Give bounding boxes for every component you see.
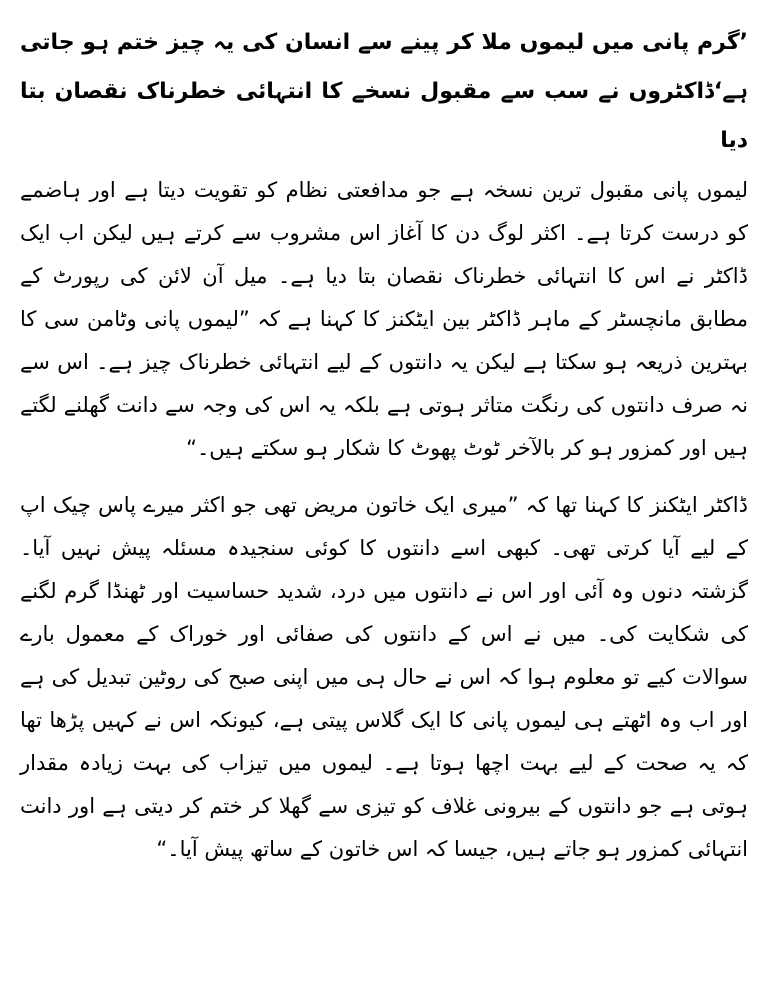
article-headline: ’گرم پانی میں لیموں ملا کر پینے سے انسان کی یہ چیز ختم ہو جاتی ہے‘ڈاکٹروں نے سب سے مقبول نسخے کا انتہائی خطرناک نقصان بتا دیا <box>20 30 748 153</box>
article <box>20 18 748 871</box>
article-paragraph-1: لیموں پانی مقبول ترین نسخہ ہے جو مدافعتی نظام کو تقویت دیتا ہے اور ہاضمے کو درست کرتا ہے۔ اکثر لوگ دن کا آغاز اس مشروب سے کرتے ہیں لیکن اب ایک ڈاکٹر نے اس کا انتہائی خطرناک نقصان بتا دیا ہے۔ میل آن لائن کی رپورٹ کے مطابق مانچسٹر کے ماہر ڈاکٹر بین ایٹکنز کا کہنا ہے کہ ”لیموں پانی وٹامن سی کا بہترین ذریعہ ہو سکتا ہے لیکن یہ دانتوں کے لیے انتہائی خطرناک چیز ہے۔ اس سے نہ صرف دانتوں کی رنگت متاثر ہوتی ہے بلکہ یہ اس کی وجہ سے دانت گھلنے لگتے ہیں اور کمزور ہو کر بالآخر ٹوٹ پھوٹ کا شکار ہو سکتے ہیں۔“ <box>20 178 748 460</box>
article-paragraph-2: ڈاکٹر ایٹکنز کا کہنا تھا کہ ”میری ایک خاتون مریض تھی جو اکثر میرے پاس چیک اپ کے لیے آیا کرتی تھی۔ کبھی اسے دانتوں کا کوئی سنجیدہ مسئلہ پیش نہیں آیا۔ گزشتہ دنوں وہ آئی اور اس نے دانتوں میں درد، شدید حساسیت اور ٹھنڈا گرم لگنے کی شکایت کی۔ میں نے اس کے دانتوں کی صفائی اور خوراک کے معمول بارے سوالات کیے تو معلوم ہوا کہ اس نے حال ہی میں اپنی صبح کی روٹین تبدیل کی ہے اور اب وہ اٹھتے ہی لیموں پانی کا ایک گلاس پیتی ہے، کیونکہ اس نے کہیں پڑھا تھا کہ یہ صحت کے لیے بہت اچھا ہوتا ہے۔ لیموں میں تیزاب کی بہت زیادہ مقدار ہوتی ہے جو دانتوں کے بیرونی غلاف کو تیزی سے گھلا کر ختم کر دیتی ہے اور دانت انتہائی کمزور ہو جاتے ہیں، جیسا کہ اس خاتون کے ساتھ پیش آیا۔“ <box>20 493 748 861</box>
